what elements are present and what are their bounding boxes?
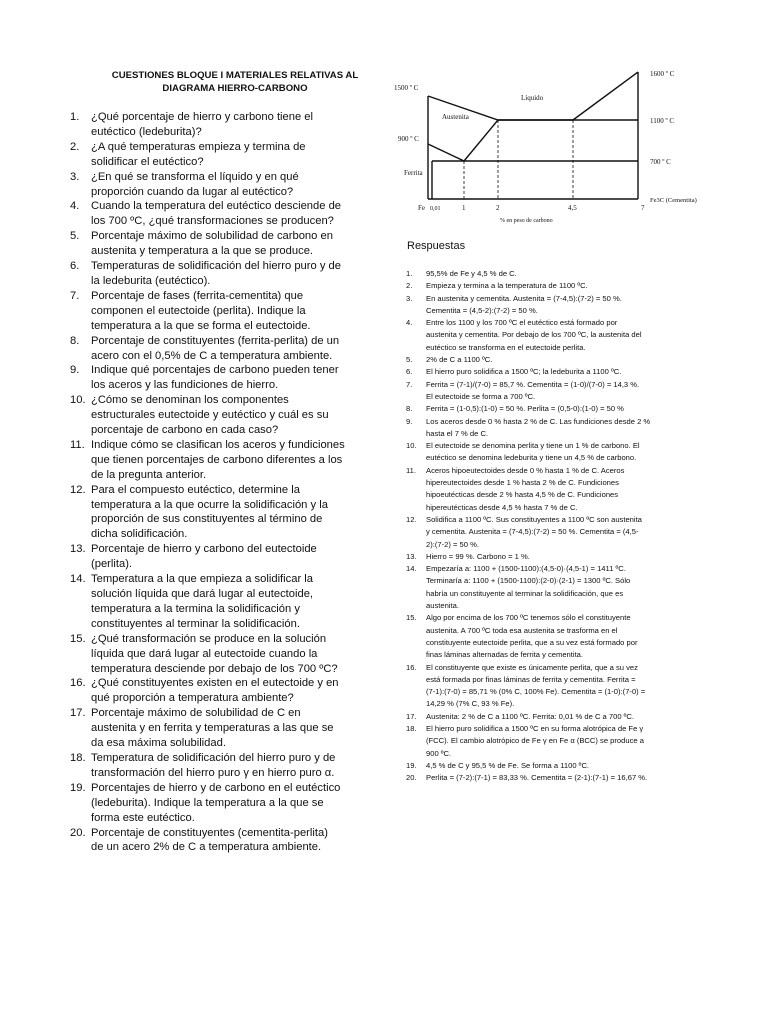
answer-text-line: Empieza y termina a la temperatura de 1100 ºC.	[426, 281, 588, 291]
question-text-line: qué proporción a temperatura ambiente?	[91, 692, 294, 705]
question-text-line: Temperaturas de solidificación del hierro puro y de	[91, 260, 341, 273]
answer-text-line: El eutectoide se forma a 700 ºC.	[426, 391, 536, 401]
question-number: 5.	[70, 230, 80, 243]
answer-item	[406, 563, 706, 612]
question-text-line: da esa máxima solubilidad.	[91, 737, 226, 750]
answer-item	[406, 366, 706, 378]
question-text-line: transformación del hierro puro γ en hierro puro α.	[91, 766, 335, 779]
title-line: CUESTIONES BLOQUE I MATERIALES RELATIVAS AL	[111, 70, 359, 81]
question-text-line: Indique qué porcentajes de carbono pueden tener	[91, 364, 339, 377]
question-number: 4.	[70, 200, 80, 213]
question-text-line: temperatura a la termina la solidificación y	[91, 602, 300, 615]
question-item	[70, 363, 366, 393]
question-text-line: temperatura a la que ocurre la solidificación y la	[91, 498, 328, 511]
question-number: 18.	[70, 751, 86, 764]
question-text-line: Cuando la temperatura del eutéctico desciende de	[91, 200, 342, 213]
question-text-line: Temperatura a la que empieza a solidificar la	[91, 573, 314, 586]
question-text-line: los 700 ºC, ¿qué transformaciones se producen?	[91, 215, 334, 228]
question-number: 13.	[70, 543, 86, 556]
question-item	[70, 826, 366, 856]
question-text-line: ¿A qué temperaturas empieza y termina de	[91, 140, 306, 153]
question-number: 14.	[70, 573, 86, 586]
answer-text-line: Terminaría a: 1100 + (1500-1100):(2-0)·(2-1) = 1300 ºC. Sólo	[426, 576, 631, 586]
question-text-line: Porcentajes de hierro y de carbono en el eutéctico	[91, 781, 341, 794]
question-text-line: proporción de sus constituyentes al término de	[91, 513, 323, 526]
question-text-line: eutéctico (ledeburita)?	[91, 125, 202, 138]
answer-number: 3.	[406, 293, 413, 303]
answer-number: 9.	[406, 416, 413, 426]
answer-item	[406, 280, 706, 292]
question-text-line: de un acero 2% de C a temperatura ambiente.	[91, 841, 322, 854]
question-text-line: austenita y en ferrita y temperaturas a las que se	[91, 722, 334, 735]
question-number: 20.	[70, 826, 86, 839]
label-900: 900 º C	[398, 135, 419, 143]
question-item	[70, 542, 366, 572]
answer-text-line: Entre los 1100 y los 700 ºC el eutéctico está formado por	[426, 318, 618, 328]
answer-text-line: y cementita. Austenita = (7-4,5):(7-2) = 50 %. Cementita = (4,5-	[426, 527, 639, 537]
answer-item	[406, 416, 706, 441]
question-text-line: acero con el 0,5% de C a temperatura ambiente.	[91, 349, 333, 362]
answer-item	[406, 772, 706, 784]
question-text-line: Porcentaje máximo de solubilidad de carbono en	[91, 230, 333, 243]
answer-number: 5.	[406, 355, 413, 365]
question-text-line: forma este eutéctico.	[91, 811, 195, 824]
question-text-line: Indique cómo se clasifican los aceros y fundiciones	[91, 438, 345, 451]
answer-text-line: habría un constituyente al terminar la solidificación, que es	[426, 588, 624, 598]
answer-text-line: eutéctico se denomina ledeburita y tiene un 4,5 % de carbono.	[426, 453, 637, 463]
question-text-line: ¿Cómo se denominan los componentes	[91, 394, 289, 407]
answer-item	[406, 293, 706, 318]
question-item	[70, 483, 366, 543]
x-label-001: 0,01	[430, 206, 441, 212]
question-item	[70, 170, 366, 200]
question-item	[70, 751, 366, 781]
question-text-line: (perlita).	[91, 558, 133, 571]
question-text-line: Porcentaje de hierro y carbono del eutectoide	[91, 543, 317, 556]
answer-text-line: Empezaría a: 1100 + (1500-1100):(4,5-0)·(4,5-1) = 1411 ºC.	[426, 564, 626, 574]
questions-list	[70, 110, 366, 855]
question-text-line: Porcentaje de fases (ferrita-cementita) que	[91, 289, 304, 302]
answer-item	[406, 662, 706, 711]
question-item	[70, 781, 366, 826]
answer-text-line: constituyente eutectoide perlita, que a su vez está formado por	[426, 637, 638, 647]
question-text-line: que tienen porcentajes de carbono diferentes a los	[91, 453, 343, 466]
austenite-label: Austenita	[442, 113, 469, 121]
question-number: 9.	[70, 364, 80, 377]
answer-text-line: 2% de C a 1100 ºC.	[426, 355, 493, 365]
question-text-line: constituyentes al terminar la solidificación.	[91, 617, 300, 630]
question-number: 17.	[70, 707, 86, 720]
answer-text-line: El eutectoide se denomina perlita y tiene un 1 % de carbono. El	[426, 441, 640, 451]
answer-text-line: Ferrita = (1-0,5):(1-0) = 50 %. Perlita = (0,5-0):(1-0) = 50 %	[426, 404, 624, 414]
answer-text-line: 14,29 % (7% C, 93 % Fe).	[426, 699, 515, 709]
question-item	[70, 632, 366, 677]
question-text-line: ¿Qué constituyentes existen en el eutectoide y en	[91, 677, 339, 690]
answer-text-line: 2):(7-2) = 50 %.	[426, 539, 479, 549]
answer-number: 20.	[406, 773, 417, 783]
question-item	[70, 676, 366, 706]
answer-text-line: Solidifica a 1100 ºC. Sus constituyentes a 1100 ºC son austenita	[426, 514, 642, 524]
answer-text-line: El hierro puro solidifica a 1500 ºC; la ledeburita a 1100 ºC.	[426, 367, 622, 377]
question-item	[70, 393, 366, 438]
question-item	[70, 438, 366, 483]
answer-number: 6.	[406, 367, 413, 377]
x-label-1: 1	[462, 204, 466, 212]
answer-text-line: austenita.	[426, 601, 459, 611]
label-1500: 1500 º C	[394, 84, 419, 92]
question-text-line: temperatura a la que se forma el eutectoide.	[91, 319, 311, 332]
question-number: 7.	[70, 289, 80, 302]
answer-item	[406, 612, 706, 661]
question-text-line: Porcentaje de constituyentes (cementita-perlita)	[91, 826, 328, 839]
answer-text-line: Aceros hipoeutectoides desde 0 % hasta 1 % de C. Aceros	[426, 465, 625, 475]
question-text-line: Para el compuesto eutéctico, determine la	[91, 483, 300, 496]
answer-text-line: hipereutectoides desde 1 % hasta 2 % de C. Fundiciones	[426, 478, 619, 488]
question-number: 19.	[70, 781, 86, 794]
answer-item	[406, 760, 706, 772]
answer-item	[406, 711, 706, 723]
iron-carbon-phase-diagram	[392, 64, 722, 229]
answer-item	[406, 723, 706, 760]
answer-text-line: 900 ºC.	[426, 748, 452, 758]
answer-text-line: 95,5% de Fe y 4,5 % de C.	[426, 269, 517, 278]
answer-text-line: eutéctico se transforma en el eutectoide perlita.	[426, 342, 586, 352]
answer-text-line: hipereutécticas desde 4,5 % hasta 7 % de C.	[426, 502, 578, 512]
answer-text-line: Perlita = (7-2):(7-1) = 83,33 %. Cementita = (2-1):(7-1) = 16,67 %.	[426, 773, 648, 783]
question-item	[70, 334, 366, 364]
answer-number: 11.	[406, 465, 416, 475]
answer-number: 16.	[406, 662, 417, 672]
answer-number: 1.	[406, 269, 413, 278]
question-text-line: solidificar el eutéctico?	[91, 155, 204, 168]
answers-heading: Respuestas	[407, 240, 466, 252]
answer-item	[406, 268, 706, 280]
question-number: 16.	[70, 677, 86, 690]
label-700: 700 º C	[650, 158, 671, 166]
question-text-line: la ledeburita (eutéctico).	[91, 274, 211, 287]
question-text-line: temperatura desciende por debajo de los 700 ºC?	[91, 662, 338, 675]
answer-text-line: finas láminas alternadas de ferrita y cementita.	[426, 650, 584, 660]
answer-number: 12.	[406, 514, 417, 524]
question-item	[70, 572, 366, 632]
answer-text-line: hipoeutécticas desde 2 % hasta 4,5 % de C. Fundiciones	[426, 490, 619, 500]
question-text-line: Temperatura de solidificación del hierro puro y de	[91, 751, 336, 764]
liquid-label: Líquido	[521, 94, 544, 102]
answer-text-line: austenita. A 700 ºC toda esa austenita se trasforma en el	[426, 625, 618, 635]
answer-text-line: hasta el 7 % de C.	[426, 428, 489, 438]
title-line: DIAGRAMA HIERRO-CARBONO	[162, 83, 308, 94]
ferrite-label: Ferrita	[404, 169, 423, 177]
answer-number: 8.	[406, 404, 413, 414]
question-item	[70, 199, 366, 229]
question-number: 8.	[70, 334, 80, 347]
answer-text-line: (7-1):(7-0) = 85,71 % (0% C, 100% Fe). Cementita = (1-0):(7-0) =	[426, 687, 646, 697]
question-text-line: ¿En qué se transforma el líquido y en qué	[91, 170, 299, 183]
question-text-line: austenita y temperatura a la que se produce.	[91, 245, 314, 258]
answer-number: 17.	[406, 711, 417, 721]
question-number: 15.	[70, 632, 86, 645]
answer-item	[406, 465, 706, 514]
question-text-line: (ledeburita). Indique la temperatura a la que se	[91, 796, 324, 809]
x-label-fe: Fe	[418, 204, 425, 212]
x-label-7: 7	[641, 204, 645, 212]
question-text-line: líquida que dará lugar al eutectoide cuando la	[91, 647, 318, 660]
answer-text-line: En austenita y cementita. Austenita = (7-4,5):(7-2) = 50 %.	[426, 293, 622, 303]
answer-item	[406, 379, 706, 404]
answer-number: 19.	[406, 760, 417, 770]
answer-text-line: austenita y cementita. Por debajo de los 700 ºC, la austenita del	[426, 330, 642, 340]
question-number: 2.	[70, 140, 80, 153]
x-label-2: 2	[496, 204, 500, 212]
acm-line	[464, 120, 498, 161]
answer-text-line: 4,5 % de C y 95,5 % de Fe. Se forma a 1100 ºC.	[426, 760, 590, 770]
answer-number: 10.	[406, 441, 417, 451]
answer-text-line: Austenita: 2 % de C a 1100 ºC. Ferrita: 0,01 % de C a 700 ºC.	[426, 711, 635, 721]
label-1600: 1600 º C	[650, 70, 675, 78]
question-number: 1.	[70, 111, 80, 123]
answer-text-line: El hierro puro solidifica a 1500 ºC en su forma alotrópica de Fe γ	[426, 723, 644, 733]
answer-text-line: El constituyente que existe es únicamente perlita, que a su vez	[426, 662, 638, 672]
question-item	[70, 229, 366, 259]
question-number: 12.	[70, 483, 86, 496]
answer-text-line: está formada por finas láminas de ferrita y cementita. Ferrita =	[426, 674, 636, 684]
question-text-line: los aceros y las fundiciones de hierro.	[91, 379, 279, 392]
question-text-line: Porcentaje de constituyentes (ferrita-perlita) de un	[91, 334, 340, 347]
question-text-line: de la pregunta anterior.	[91, 468, 207, 481]
answer-item	[406, 440, 706, 465]
answer-text-line: Ferrita = (7-1)/(7-0) = 85,7 %. Cementita = (1-0)/(7-0) = 14,3 %.	[426, 379, 640, 389]
question-text-line: proporción cuando da lugar al eutéctico?	[91, 185, 294, 198]
answer-number: 13.	[406, 551, 417, 561]
answer-text-line: Algo por encima de los 700 ºC tenemos sólo el constituyente	[426, 613, 631, 623]
answer-item	[406, 514, 706, 551]
answer-number: 7.	[406, 379, 413, 389]
answer-number: 2.	[406, 281, 413, 291]
answer-text-line: Cementita = (4,5-2):(7-2) = 50 %.	[426, 305, 538, 315]
answer-number: 18.	[406, 723, 417, 733]
answer-item	[406, 317, 706, 354]
answer-number: 4.	[406, 318, 413, 328]
a3-line	[428, 144, 464, 161]
answer-item	[406, 551, 706, 563]
question-text-line: solución líquida que dará lugar al eutectoide,	[91, 588, 314, 600]
x-axis-title: % en peso de carbono	[500, 218, 553, 224]
answer-item	[406, 354, 706, 366]
answers-list	[406, 268, 706, 784]
question-text-line: estructurales eutectoide y eutéctico y cuál es su	[91, 409, 329, 422]
answer-number: 15.	[406, 613, 417, 623]
question-item	[70, 110, 366, 140]
question-item	[70, 289, 366, 334]
answer-text-line: (FCC). El cambio alotrópico de Fe γ en Fe α (BCC) se produce a	[426, 736, 644, 746]
answer-item	[406, 403, 706, 415]
question-number: 11.	[70, 438, 85, 451]
answer-number: 14.	[406, 564, 417, 574]
question-item	[70, 259, 366, 289]
question-item	[70, 706, 366, 751]
question-item	[70, 140, 366, 170]
question-number: 6.	[70, 260, 80, 273]
answer-text-line: Hierro = 99 %. Carbono = 1 %.	[426, 551, 530, 561]
question-text-line: componen el eutectoide (perlita). Indique la	[91, 304, 306, 317]
label-1100: 1100 º C	[650, 117, 675, 125]
cementite-label: Fe3C (Cementita)	[650, 197, 697, 204]
question-text-line: dicha solidificación.	[91, 528, 188, 541]
question-number: 3.	[70, 170, 80, 183]
answer-text-line: Los aceros desde 0 % hasta 2 % de C. Las fundiciones desde 2 %	[426, 416, 651, 426]
question-text-line: porcentaje de carbono en cada caso?	[91, 424, 279, 437]
x-label-45: 4,5	[568, 204, 577, 212]
question-text-line: ¿Qué transformación se produce en la solución	[91, 632, 327, 645]
question-text-line: Porcentaje máximo de solubilidad de C en	[91, 707, 301, 720]
document-title	[70, 69, 400, 95]
question-text-line: ¿Qué porcentaje de hierro y carbono tiene el	[91, 111, 314, 123]
question-number: 10.	[70, 394, 86, 407]
